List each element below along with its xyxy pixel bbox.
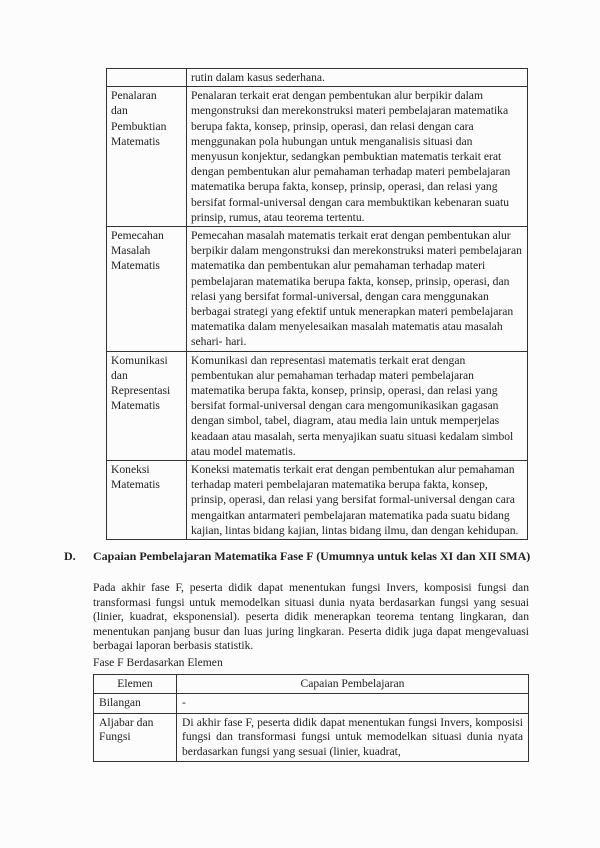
column-header: Elemen xyxy=(94,675,177,694)
section-title: Capaian Pembelajaran Matematika Fase F (Umumnya untuk kelas XI dan XII SMA) xyxy=(93,549,531,563)
element-line: Komunikasi xyxy=(111,353,168,367)
element-line: Matematis xyxy=(111,134,160,148)
table-row xyxy=(107,227,528,352)
element-line: Pemecahan xyxy=(111,229,164,243)
column-header: Capaian Pembelajaran xyxy=(177,675,529,694)
description-cell: Pemecahan masalah matematis terkait erat dengan pembentukan alur berpikir dalam mengonstruksi dan merekonstruksi materi pembelajaran matematika dan pembentukan alur pemahaman terhadap materi pembelajaran matematika berupa fakta, konsep, prinsip, operasi, dan relasi yang bersifat formal-universal, dengan cara menggunakan berbagai strategi yang efektif untuk menerapkan materi pembelajaran matematika dalam menyelesaikan masalah matematis atau masalah sehari- hari. xyxy=(187,227,528,352)
element-cell xyxy=(107,227,187,352)
description-cell: rutin dalam kasus sederhana. xyxy=(187,69,528,87)
element-cell xyxy=(94,713,177,761)
description-cell: - xyxy=(177,694,529,713)
element-line: Penalaran xyxy=(111,89,157,103)
element-line: Matematis xyxy=(111,399,160,413)
table-caption: Fase F Berdasarkan Elemen xyxy=(93,656,223,669)
competency-table xyxy=(106,68,528,540)
table-row xyxy=(107,69,528,87)
table-row xyxy=(107,87,528,227)
table-row xyxy=(94,694,529,713)
element-line: Matematis xyxy=(111,259,160,273)
table-row xyxy=(107,351,528,460)
description-cell: Koneksi matematis terkait erat dengan pembentukan alur pemahaman terhadap materi pembelajaran matematika berupa fakta, konsep, prinsip, operasi, dan relasi yang bersifat formal-universal dengan cara mengaitkan antarmateri pembelajaran matematika pada suatu bidang kajian, lintas bidang kajian, lintas bidang ilmu, dan dengan kehidupan. xyxy=(187,461,528,540)
table-row xyxy=(94,713,529,761)
description-cell: Penalaran terkait erat dengan pembentukan alur berpikir dalam mengonstruksi dan merekonstruksi materi pembelajaran matematika berupa fakta, konsep, prinsip, operasi, dan relasi dengan cara menggunakan pola hubungan untuk menganalisis situasi dan menyusun konjektur, sedangkan pembuktian matematis terkait erat dengan pembentukan alur pemahaman terhadap materi pembelajaran matematika berupa fakta, konsep, prinsip, operasi, dan relasi yang bersifat formal-universal dengan cara membuktikan kebenaran suatu prinsip, rumus, atau teorema tertentu. xyxy=(187,87,528,227)
element-line: Koneksi xyxy=(111,463,150,477)
element-line: Representasi xyxy=(111,384,171,398)
element-line: Matematis xyxy=(111,478,160,492)
element-cell xyxy=(107,87,187,227)
section-heading xyxy=(64,549,534,564)
table-row xyxy=(107,461,528,540)
element-cell xyxy=(107,69,187,87)
section-label: D. xyxy=(64,549,76,563)
element-cell xyxy=(107,351,187,460)
element-line: dan xyxy=(111,104,128,118)
element-line: dan xyxy=(111,368,128,382)
element-cell: Bilangan xyxy=(94,694,177,713)
element-line: Masalah xyxy=(111,244,151,258)
element-line: Fungsi xyxy=(99,730,131,744)
description-cell: Di akhir fase F, peserta didik dapat menentukan fungsi Invers, komposisi fungsi dan transformasi fungsi untuk memodelkan situasi dunia nyata berdasarkan fungsi yang sesuai (linier, kuadrat, xyxy=(177,713,529,761)
element-cell xyxy=(107,461,187,540)
section-paragraph: Pada akhir fase F, peserta didik dapat menentukan fungsi Invers, komposisi fungsi dan transformasi fungsi untuk memodelkan situasi dunia nyata berdasarkan fungsi yang sesuai (linier, kuadrat, eksponensial). peserta didik menerapkan teorema tentang lingkaran, dan menentukan panjang busur dan luas juring lingkaran. Peserta didik juga dapat mengevaluasi berbagai laporan berbasis statistik. xyxy=(93,581,529,653)
element-line: Pembuktian xyxy=(111,119,167,133)
element-line: Aljabar dan xyxy=(99,715,154,729)
table-header-row xyxy=(94,675,529,694)
phase-f-table xyxy=(93,674,529,762)
description-cell: Komunikasi dan representasi matematis terkait erat dengan pembentukan alur pemahaman terhadap materi pembelajaran matematika berupa fakta, konsep, prinsip, operasi, dan relasi yang bersifat formal-universal dengan cara mengomunikasikan gagasan dengan simbol, tabel, diagram, atau media lain untuk memperjelas keadaan atau masalah, serta menyajikan suatu situasi kedalam simbol atau model matematis. xyxy=(187,351,528,460)
